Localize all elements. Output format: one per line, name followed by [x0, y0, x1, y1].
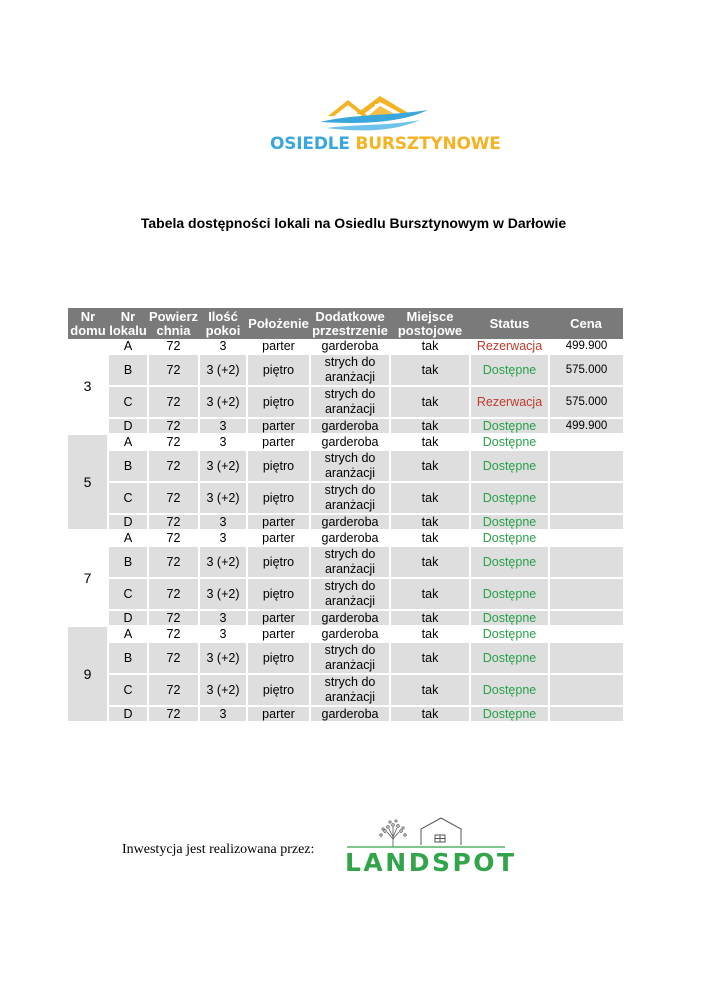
- extra-space-line: aranżacji: [324, 498, 376, 512]
- cell-price: [549, 514, 623, 530]
- cell-unit: C: [108, 386, 148, 418]
- cell-location: piętro: [247, 482, 310, 514]
- cell-status: Dostępne: [470, 706, 549, 722]
- cell-unit: B: [108, 450, 148, 482]
- cell-status: Dostępne: [470, 434, 549, 450]
- cell-status: Dostępne: [470, 674, 549, 706]
- cell-area: 72: [148, 514, 199, 530]
- cell-parking: tak: [390, 482, 470, 514]
- cell-location: piętro: [247, 546, 310, 578]
- cell-extra-space: [310, 610, 390, 626]
- cell-house-number: 5: [68, 434, 108, 530]
- cell-unit: A: [108, 339, 148, 354]
- cell-price: [549, 450, 623, 482]
- cell-status: Dostępne: [470, 514, 549, 530]
- table-row: [68, 610, 623, 626]
- cell-rooms: 3 (+2): [199, 642, 247, 674]
- cell-price: 499.900: [549, 418, 623, 434]
- cell-extra-space: [310, 642, 390, 674]
- header-dodatkowe: Dodatkowe przestrzenie: [310, 308, 390, 339]
- cell-parking: tak: [390, 450, 470, 482]
- header-nr-domu: Nr domu: [68, 308, 108, 339]
- cell-area: 72: [148, 626, 199, 642]
- extra-space-line: strych do: [324, 547, 376, 561]
- extra-space-line: strych do: [324, 675, 376, 689]
- cell-parking: tak: [390, 578, 470, 610]
- cell-location: parter: [247, 530, 310, 546]
- cell-rooms: 3 (+2): [199, 578, 247, 610]
- cell-area: 72: [148, 642, 199, 674]
- cell-status: Dostępne: [470, 450, 549, 482]
- table-row: [68, 642, 623, 674]
- extra-space-line: aranżacji: [324, 690, 376, 704]
- cell-rooms: 3 (+2): [199, 546, 247, 578]
- cell-area: 72: [148, 546, 199, 578]
- table-row: [68, 339, 623, 354]
- cell-extra-space: [310, 626, 390, 642]
- table-row: [68, 674, 623, 706]
- cell-rooms: 3 (+2): [199, 386, 247, 418]
- cell-area: 72: [148, 418, 199, 434]
- cell-price: [549, 706, 623, 722]
- extra-space-line: strych do: [324, 355, 376, 369]
- header-polozenie: Położenie: [247, 308, 310, 339]
- cell-unit: C: [108, 674, 148, 706]
- cell-price: [549, 642, 623, 674]
- extra-space-line: garderoba: [321, 435, 379, 449]
- cell-price: [549, 434, 623, 450]
- cell-parking: tak: [390, 514, 470, 530]
- cell-unit: B: [108, 354, 148, 386]
- table-row: [68, 530, 623, 546]
- cell-location: parter: [247, 706, 310, 722]
- cell-area: 72: [148, 482, 199, 514]
- cell-rooms: 3 (+2): [199, 450, 247, 482]
- cell-location: piętro: [247, 386, 310, 418]
- cell-price: 499.900: [549, 339, 623, 354]
- cell-status: Rezerwacja: [470, 386, 549, 418]
- table-row: [68, 546, 623, 578]
- cell-location: parter: [247, 339, 310, 354]
- cell-area: 72: [148, 674, 199, 706]
- extra-space-line: aranżacji: [324, 466, 376, 480]
- cell-location: parter: [247, 418, 310, 434]
- landspot-wordmark: LANDSPOT: [345, 848, 517, 877]
- cell-unit: D: [108, 514, 148, 530]
- extra-space-line: strych do: [324, 643, 376, 657]
- cell-area: 72: [148, 386, 199, 418]
- header-status: Status: [470, 308, 549, 339]
- cell-area: 72: [148, 610, 199, 626]
- cell-price: [549, 674, 623, 706]
- cell-location: parter: [247, 610, 310, 626]
- cell-parking: tak: [390, 418, 470, 434]
- cell-status: Dostępne: [470, 482, 549, 514]
- cell-parking: tak: [390, 610, 470, 626]
- table-row: [68, 514, 623, 530]
- extra-space-line: garderoba: [321, 627, 379, 641]
- cell-price: [549, 626, 623, 642]
- cell-rooms: 3: [199, 514, 247, 530]
- header-miejsce: Miejsce postojowe: [390, 308, 470, 339]
- extra-space-line: garderoba: [321, 515, 379, 529]
- header-pokoje: Ilość pokoi: [199, 308, 247, 339]
- cell-unit: A: [108, 530, 148, 546]
- cell-unit: D: [108, 706, 148, 722]
- cell-extra-space: [310, 578, 390, 610]
- investor-label: Inwestycja jest realizowana przez:: [122, 842, 315, 857]
- cell-rooms: 3: [199, 706, 247, 722]
- extra-space-line: garderoba: [321, 611, 379, 625]
- cell-extra-space: [310, 450, 390, 482]
- cell-extra-space: [310, 546, 390, 578]
- cell-price: [549, 530, 623, 546]
- cell-parking: tak: [390, 434, 470, 450]
- table-header-row: [68, 308, 623, 339]
- cell-location: parter: [247, 514, 310, 530]
- cell-parking: tak: [390, 626, 470, 642]
- tree-icon: [380, 820, 406, 847]
- cell-extra-space: [310, 354, 390, 386]
- cell-status: Dostępne: [470, 354, 549, 386]
- logo-word-osiedle: OSIEDLE: [270, 134, 350, 154]
- cell-parking: tak: [390, 354, 470, 386]
- cell-area: 72: [148, 339, 199, 354]
- cell-unit: A: [108, 434, 148, 450]
- table-row: [68, 434, 623, 450]
- cell-price: [549, 578, 623, 610]
- table-row: [68, 354, 623, 386]
- cell-extra-space: [310, 482, 390, 514]
- cell-status: Dostępne: [470, 642, 549, 674]
- house-icon: [421, 818, 461, 845]
- header-powierzchnia: Powierz chnia: [148, 308, 199, 338]
- cell-price: [549, 546, 623, 578]
- cell-parking: tak: [390, 530, 470, 546]
- cell-location: piętro: [247, 642, 310, 674]
- cell-area: 72: [148, 434, 199, 450]
- extra-space-line: garderoba: [321, 419, 379, 433]
- cell-status: Dostępne: [470, 530, 549, 546]
- logo-wordmark: [270, 134, 501, 154]
- cell-unit: C: [108, 482, 148, 514]
- cell-location: parter: [247, 434, 310, 450]
- cell-extra-space: [310, 434, 390, 450]
- cell-rooms: 3: [199, 530, 247, 546]
- table-row: [68, 418, 623, 434]
- cell-price: 575.000: [549, 386, 623, 418]
- cell-price: 575.000: [549, 354, 623, 386]
- cell-location: piętro: [247, 674, 310, 706]
- table-row: [68, 626, 623, 642]
- cell-extra-space: [310, 530, 390, 546]
- cell-status: Dostępne: [470, 610, 549, 626]
- cell-house-number: 9: [68, 626, 108, 722]
- cell-unit: B: [108, 546, 148, 578]
- header-nr-lokalu: Nr lokalu: [109, 308, 147, 338]
- cell-rooms: 3 (+2): [199, 674, 247, 706]
- cell-rooms: 3: [199, 418, 247, 434]
- extra-space-line: aranżacji: [324, 658, 376, 672]
- document-title: Tabela dostępności lokali na Osiedlu Bursztynowym w Darłowie: [140, 215, 567, 231]
- cell-unit: D: [108, 418, 148, 434]
- cell-unit: C: [108, 578, 148, 610]
- table-row: [68, 450, 623, 482]
- extra-space-line: aranżacji: [324, 370, 376, 384]
- cell-location: piętro: [247, 354, 310, 386]
- cell-parking: tak: [390, 642, 470, 674]
- extra-space-line: garderoba: [321, 339, 379, 353]
- table-body: [68, 339, 623, 722]
- cell-area: 72: [148, 450, 199, 482]
- cell-area: 72: [148, 354, 199, 386]
- extra-space-line: strych do: [324, 483, 376, 497]
- cell-status: Rezerwacja: [470, 339, 549, 354]
- header-cena: Cena: [549, 308, 623, 339]
- cell-rooms: 3: [199, 339, 247, 354]
- cell-rooms: 3: [199, 610, 247, 626]
- cell-status: Dostępne: [470, 546, 549, 578]
- cell-parking: tak: [390, 674, 470, 706]
- cell-extra-space: [310, 674, 390, 706]
- cell-house-number: 3: [68, 339, 108, 434]
- cell-status: Dostępne: [470, 578, 549, 610]
- cell-extra-space: [310, 514, 390, 530]
- extra-space-line: aranżacji: [324, 594, 376, 608]
- extra-space-line: garderoba: [321, 707, 379, 721]
- cell-location: piętro: [247, 578, 310, 610]
- cell-parking: tak: [390, 386, 470, 418]
- cell-price: [549, 610, 623, 626]
- extra-space-line: aranżacji: [324, 402, 376, 416]
- extra-space-line: strych do: [324, 579, 376, 593]
- cell-extra-space: [310, 706, 390, 722]
- cell-location: parter: [247, 626, 310, 642]
- extra-space-line: strych do: [324, 387, 376, 401]
- cell-unit: A: [108, 626, 148, 642]
- cell-extra-space: [310, 418, 390, 434]
- cell-status: Dostępne: [470, 418, 549, 434]
- cell-rooms: 3 (+2): [199, 482, 247, 514]
- cell-unit: B: [108, 642, 148, 674]
- table-row: [68, 386, 623, 418]
- table-row: [68, 706, 623, 722]
- table-row: [68, 578, 623, 610]
- cell-extra-space: [310, 339, 390, 354]
- logo-word-bursztynowe: BURSZTYNOWE: [355, 134, 501, 154]
- cell-extra-space: [310, 386, 390, 418]
- cell-rooms: 3: [199, 626, 247, 642]
- cell-area: 72: [148, 706, 199, 722]
- cell-status: Dostępne: [470, 626, 549, 642]
- extra-space-line: aranżacji: [324, 562, 376, 576]
- table-row: [68, 482, 623, 514]
- cell-area: 72: [148, 578, 199, 610]
- extra-space-line: strych do: [324, 451, 376, 465]
- cell-parking: tak: [390, 339, 470, 354]
- cell-house-number: 7: [68, 530, 108, 626]
- cell-parking: tak: [390, 706, 470, 722]
- availability-table: [68, 308, 623, 723]
- cell-price: [549, 482, 623, 514]
- extra-space-line: garderoba: [321, 531, 379, 545]
- cell-rooms: 3: [199, 434, 247, 450]
- cell-parking: tak: [390, 546, 470, 578]
- cell-unit: D: [108, 610, 148, 626]
- cell-rooms: 3 (+2): [199, 354, 247, 386]
- cell-area: 72: [148, 530, 199, 546]
- cell-location: piętro: [247, 450, 310, 482]
